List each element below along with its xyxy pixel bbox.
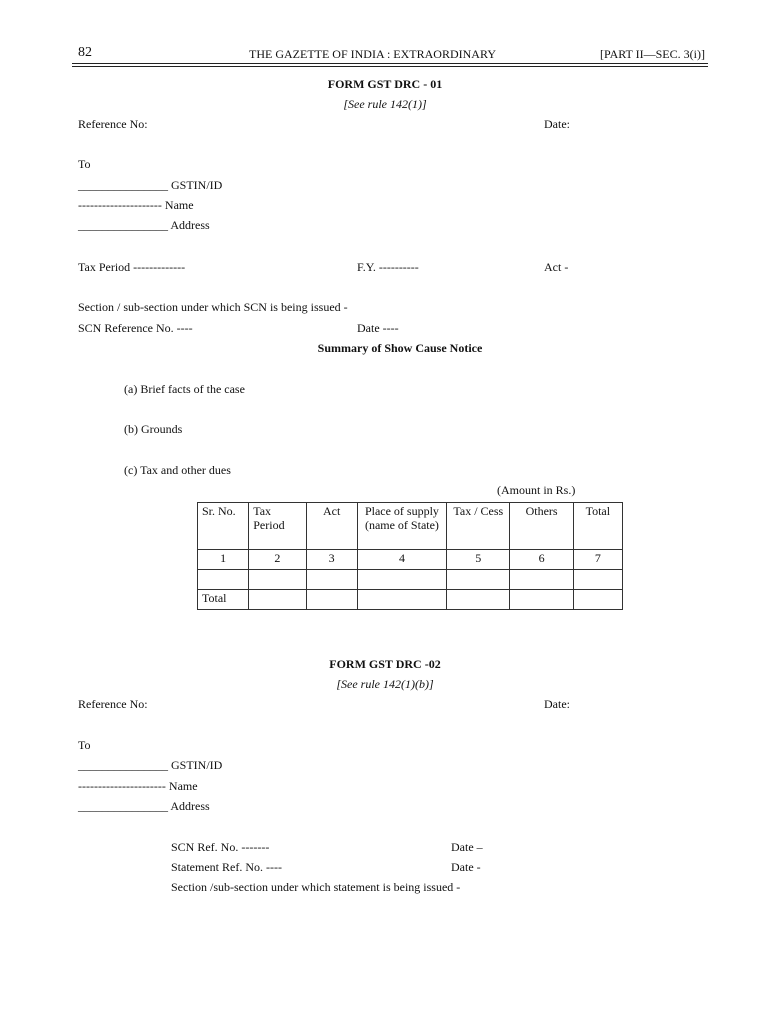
table-header-row (198, 503, 623, 550)
table-total-row (198, 590, 623, 610)
table-cell (357, 590, 446, 610)
table-row (198, 550, 623, 570)
section-label: [PART II—SEC. 3(i)] (600, 47, 705, 61)
form1-act: Act - (544, 260, 569, 274)
form2-section-line: Section /sub-section under which statement is being issued - (171, 880, 461, 894)
table-cell (510, 590, 573, 610)
table-cell (306, 570, 357, 590)
form1-to: To (78, 157, 91, 171)
table-cell: 3 (306, 550, 357, 570)
header-rule-top (72, 63, 708, 64)
form1-reference-label: Reference No: (78, 117, 148, 131)
table-cell: 5 (447, 550, 510, 570)
table-cell (510, 570, 573, 590)
table-cell (306, 590, 357, 610)
form1-scn-date: Date ---- (357, 321, 399, 335)
table-cell (573, 590, 622, 610)
table-cell (447, 590, 510, 610)
form1-title: FORM GST DRC - 01 (327, 77, 443, 91)
form2-rule: [See rule 142(1)(b)] (336, 677, 434, 691)
summary-title: Summary of Show Cause Notice (317, 341, 483, 355)
form1-tax-period: Tax Period ------------- (78, 260, 186, 274)
table-cell (249, 570, 306, 590)
table-cell (198, 570, 249, 590)
form2-statement-date: Date - (451, 860, 481, 874)
gazette-title: THE GAZETTE OF INDIA : EXTRAORDINARY (249, 47, 496, 61)
form1-rule: [See rule 142(1)] (343, 97, 427, 111)
header-tax-cess: Tax / Cess (447, 503, 510, 550)
header-tax-period: Tax Period (249, 503, 306, 550)
table-cell: 6 (510, 550, 573, 570)
table-cell: 1 (198, 550, 249, 570)
form2-to: To (78, 738, 91, 752)
form2-name: ---------------------- Name (78, 779, 198, 793)
header-act: Act (306, 503, 357, 550)
form2-reference-label: Reference No: (78, 697, 148, 711)
table-cell (249, 590, 306, 610)
form2-address: _______________ Address (78, 799, 210, 813)
form1-name: --------------------- Name (78, 198, 194, 212)
form2-title: FORM GST DRC -02 (329, 657, 441, 671)
form2-scn-ref: SCN Ref. No. ------- (171, 840, 270, 854)
item-grounds: (b) Grounds (124, 422, 183, 436)
table-cell: 2 (249, 550, 306, 570)
form2-scn-date: Date – (451, 840, 483, 854)
table-row (198, 570, 623, 590)
item-brief-facts: (a) Brief facts of the case (124, 382, 245, 396)
table-cell: 7 (573, 550, 622, 570)
header-rule-bottom (72, 66, 708, 67)
tax-dues-table (197, 502, 623, 610)
item-tax-dues: (c) Tax and other dues (124, 463, 231, 477)
table-cell (447, 570, 510, 590)
form1-section-line: Section / sub-section under which SCN is being issued - (78, 300, 348, 314)
header-place-of-supply: Place of supply (name of State) (357, 503, 446, 550)
table-cell: 4 (357, 550, 446, 570)
form1-address: _______________ Address (78, 218, 210, 232)
form2-gstin: _______________ GSTIN/ID (78, 758, 223, 772)
header-others: Others (510, 503, 573, 550)
amount-note: (Amount in Rs.) (497, 483, 576, 497)
header-sr-no: Sr. No. (198, 503, 249, 550)
form2-statement-ref: Statement Ref. No. ---- (171, 860, 282, 874)
form1-fy: F.Y. ---------- (357, 260, 419, 274)
form1-scn-reference: SCN Reference No. ---- (78, 321, 193, 335)
form1-date-label: Date: (544, 117, 570, 131)
table-cell (573, 570, 622, 590)
table-cell (357, 570, 446, 590)
header-total: Total (573, 503, 622, 550)
page-number: 82 (78, 45, 92, 60)
form1-gstin: _______________ GSTIN/ID (78, 178, 223, 192)
total-label: Total (198, 590, 249, 610)
form2-date-label: Date: (544, 697, 570, 711)
